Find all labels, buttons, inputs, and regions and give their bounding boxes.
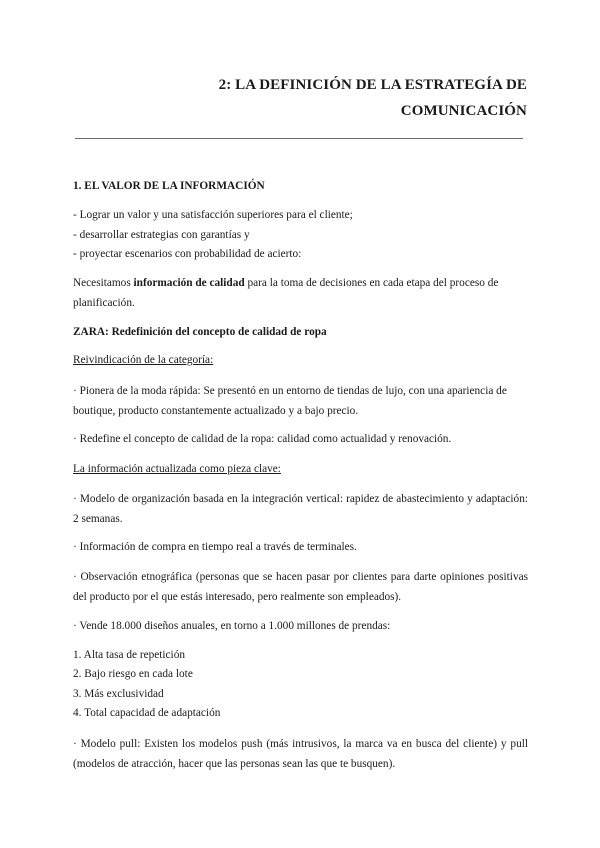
emphasis-informacion-calidad: información de calidad — [133, 277, 245, 289]
page-title-line-1: 2: LA DEFINICIÓN DE LA ESTRATEGÍA DE — [218, 77, 527, 93]
paragraph-pionera: · Pionera de la moda rápida: Se presentó en un entorno de tiendas de lujo, con una apariencia de boutique, producto constantemente actualizado y a bajo precio. — [73, 385, 507, 417]
subheading-zara: ZARA: Redefinición del concepto de calidad de ropa — [73, 326, 327, 338]
text-run: para la toma de decisiones en cada etapa del proceso de planificación. — [73, 277, 499, 309]
page-title-line-2: COMUNICACIÓN — [400, 103, 527, 119]
paragraph-observacion: · Observación etnográfica (personas que se hacen pasar por clientes para darte opiniones positivas del producto por el que estás interesado, pero realmente son empleados). — [73, 571, 528, 603]
list-item: 1. Alta tasa de repetición — [73, 649, 185, 661]
paragraph-modelo-organizacion: · Modelo de organización basada en la integración vertical: rapidez de abastecimiento y adaptación: 2 semanas. — [73, 493, 528, 525]
paragraph-modelo-pull: · Modelo pull: Existen los modelos push (más intrusivos, la marca va en busca del cliente) y pull (modelos de atracción, hacer que las personas sean las que te busquen). — [73, 738, 528, 770]
list-item: 3. Más exclusividad — [73, 688, 164, 700]
paragraph-necesitamos — [73, 274, 528, 313]
list-item: 2. Bajo riesgo en cada lote — [73, 668, 193, 680]
paragraph-informacion-compra: · Información de compra en tiempo real a través de terminales. — [73, 541, 357, 553]
paragraph-vende: · Vende 18.000 diseños anuales, en torno a 1.000 millones de prendas: — [73, 620, 391, 632]
bullet-item: - Lograr un valor y una satisfacción superiores para el cliente; — [73, 209, 353, 221]
text-run: Necesitamos — [73, 277, 134, 289]
bullet-item: - proyectar escenarios con probabilidad de acierto: — [73, 248, 302, 260]
list-item: 4. Total capacidad de adaptación — [73, 707, 221, 719]
bullet-item: - desarrollar estrategias con garantías y — [73, 229, 250, 241]
title-divider — [75, 138, 523, 139]
subheading-reivindicacion: Reivindicación de la categoría: — [73, 354, 214, 366]
subheading-informacion-actualizada: La información actualizada como pieza clave: — [73, 463, 281, 475]
paragraph-redefine: · Redefine el concepto de calidad de la ropa: calidad como actualidad y renovación. — [73, 433, 452, 445]
section-heading-valor: 1. EL VALOR DE LA INFORMACIÓN — [73, 180, 265, 192]
